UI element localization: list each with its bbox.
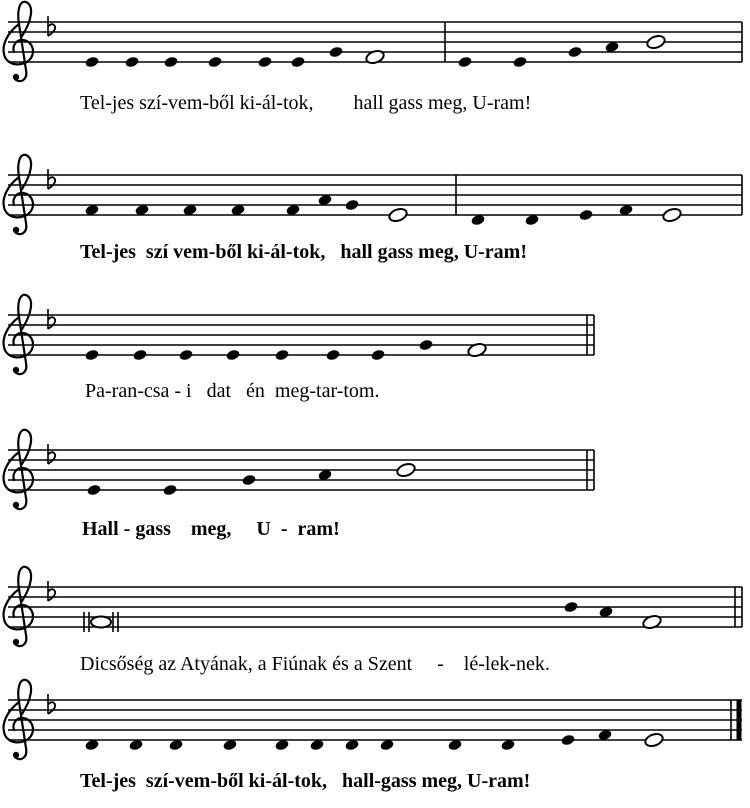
notes <box>563 601 662 631</box>
staff-lines <box>8 700 742 740</box>
system-1 <box>4 2 742 81</box>
treble-clef-icon <box>4 680 33 759</box>
treble-clef-icon <box>4 567 33 646</box>
staff-lines <box>8 450 594 490</box>
flat-sign-icon <box>48 581 55 601</box>
treble-clef-icon <box>4 155 33 234</box>
flat-sign-icon <box>48 444 55 464</box>
lyrics-line-6: Tel-jes szí-vem-ből ki-ál-tok, hall-gass meg, U-ram! <box>80 770 531 792</box>
lyrics-line-4: Hall - gass meg, U - ram! <box>82 518 340 540</box>
lyrics-line-5: Dicsőség az Atyának, a Fiúnak és a Szent - lé-lek-nek. <box>80 653 550 675</box>
lyrics-line-2: Tel-jes szí vem-ből ki-ál-tok, hall gass meg, U-ram! <box>80 241 527 263</box>
treble-clef-icon <box>4 2 33 81</box>
treble-clef-icon <box>4 430 33 509</box>
flat-sign-icon <box>48 309 55 329</box>
notes <box>84 339 487 362</box>
flat-sign-icon <box>48 694 55 714</box>
lyrics-line-3: Pa-ran-csa - i dat én meg-tar-tom. <box>85 380 380 402</box>
system-3 <box>4 295 594 374</box>
system-6 <box>4 680 742 759</box>
staff-lines <box>8 315 594 355</box>
flat-sign-icon <box>48 169 55 189</box>
flat-sign-icon <box>48 16 55 36</box>
notes <box>84 194 682 227</box>
reciting-tone-breve <box>84 612 118 632</box>
system-5 <box>4 567 742 646</box>
notes <box>84 34 666 69</box>
system-2 <box>4 155 742 234</box>
system-4 <box>4 430 594 509</box>
treble-clef-icon <box>4 295 33 374</box>
lyrics-line-1: Tel-jes szí-vem-ből ki-ál-tok, hall gass meg, U-ram! <box>80 92 532 114</box>
notes <box>86 462 416 497</box>
